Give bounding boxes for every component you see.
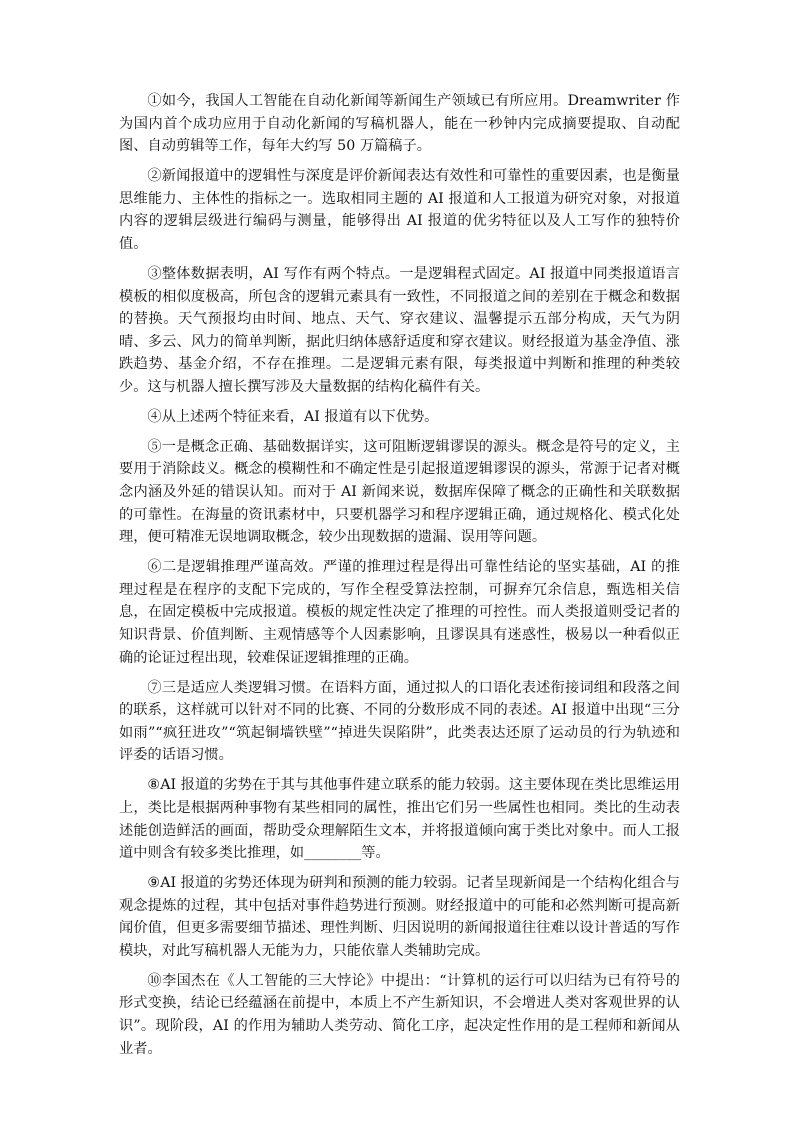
paragraph-9: ⑨AI 报道的劣势还体现为研判和预测的能力较弱。记者呈现新闻是一个结构化组合与观念提炼的过程，其中包括对事件趋势进行预测。财经报道中的可能和必然判断可提高新闻价值，但更多需要细节描述、理性判断、归因说明的新闻报道往往难以设计普适的写作模块，对此写稿机器人无能为力，只能依靠人类辅助完成。	[119, 875, 680, 959]
paragraph-5: ⑤一是概念正确、基础数据详实，这可阻断逻辑谬误的源头。概念是符号的定义，主要用于消除歧义。概念的模糊性和不确定性是引起报道逻辑谬误的源头，常源于记者对概念内涵及外延的错误认知。而对于 AI 新闻来说，数据库保障了概念的正确性和关联数据的可靠性。在海量的资讯素材中，只要机器学习和程序逻辑正确，通过规格化、模式化处理，便可精准无误地调取概念，较少出现数据的遗漏、误用等问题。	[119, 438, 680, 546]
document-page	[119, 90, 680, 1068]
paragraph-6: ⑥二是逻辑推理严谨高效。严谨的推理过程是得出可靠性结论的坚实基础，AI 的推理过程是在程序的支配下完成的，写作全程受算法控制，可摒弃冗余信息，甄选相关信息，在固定模板中完成报道。模板的规定性决定了推理的可控性。而人类报道则受记者的知识背景、价值判断、主观情感等个人因素影响，且谬误具有迷惑性，极易以一种看似正确的论证过程出现，较难保证逻辑推理的正确。	[119, 559, 680, 666]
paragraph-4: ④从上述两个特征来看，AI 报道有以下优势。	[147, 408, 439, 425]
paragraph-1: ①如今，我国人工智能在自动化新闻等新闻生产领域已有所应用。Dreamwriter 作为国内首个成功应用于自动化新闻的写稿机器人，能在一秒钟内完成摘要提取、自动配图、自动剪辑等工作，每年大约写 50 万篇稿子。	[119, 93, 680, 155]
paragraph-10: ⑩李国杰在《人工智能的三大悖论》中提出：“计算机的运行可以归结为已有符号的形式变换，结论已经蕴涵在前提中，本质上不产生新知识，不会增进人类对客观世界的认识”。现阶段，AI 的作用为辅助人类劳动、简化工序，起决定性作用的是工程师和新闻从业者。	[119, 972, 680, 1057]
paragraph-3: ③整体数据表明，AI 写作有两个特点。一是逻辑程式固定。AI 报道中同类报道语言模板的相似度极高，所包含的逻辑元素具有一致性，不同报道之间的差别在于概念和数据的替换。天气预报均由时间、地点、天气、穿衣建议、温馨提示五部分构成，天气为阴晴、多云、风力的简单判断，据此归纳体感舒适度和穿衣建议。财经报道为基金净值、涨跌趋势、基金介绍，不存在推理。二是逻辑元素有限，每类报道中判断和推理的种类较少。这与机器人擅长撰写涉及大量数据的结构化稿件有关。	[119, 265, 680, 395]
paragraph-2: ②新闻报道中的逻辑性与深度是评价新闻表达有效性和可靠性的重要因素，也是衡量思维能力、主体性的指标之一。选取相同主题的 AI 报道和人工报道为研究对象，对报道内容的逻辑层级进行编码与测量，能够得出 AI 报道的优劣特征以及人工写作的独特价值。	[119, 168, 680, 252]
paragraph-8: ⑧AI 报道的劣势在于其与其他事件建立联系的能力较弱。这主要体现在类比思维运用上，类比是根据两种事物有某些相同的属性，推出它们另一些属性也相同。类比的生动表述能创造鲜活的画面，帮助受众理解陌生文本，并将报道倾向寓于类比对象中。而人工报道中则含有较多类比推理，如________等。	[119, 777, 680, 862]
paragraph-7: ⑦三是适应人类逻辑习惯。在语料方面，通过拟人的口语化表述衔接词组和段落之间的联系，这样就可以针对不同的比赛、不同的分数形成不同的表述。AI 报道中出现“三分如雨”“疯狂进攻”“筑起铜墙铁壁”“掉进失误陷阱”，此类表达还原了运动员的行为轨迹和评委的话语习惯。	[119, 679, 680, 764]
